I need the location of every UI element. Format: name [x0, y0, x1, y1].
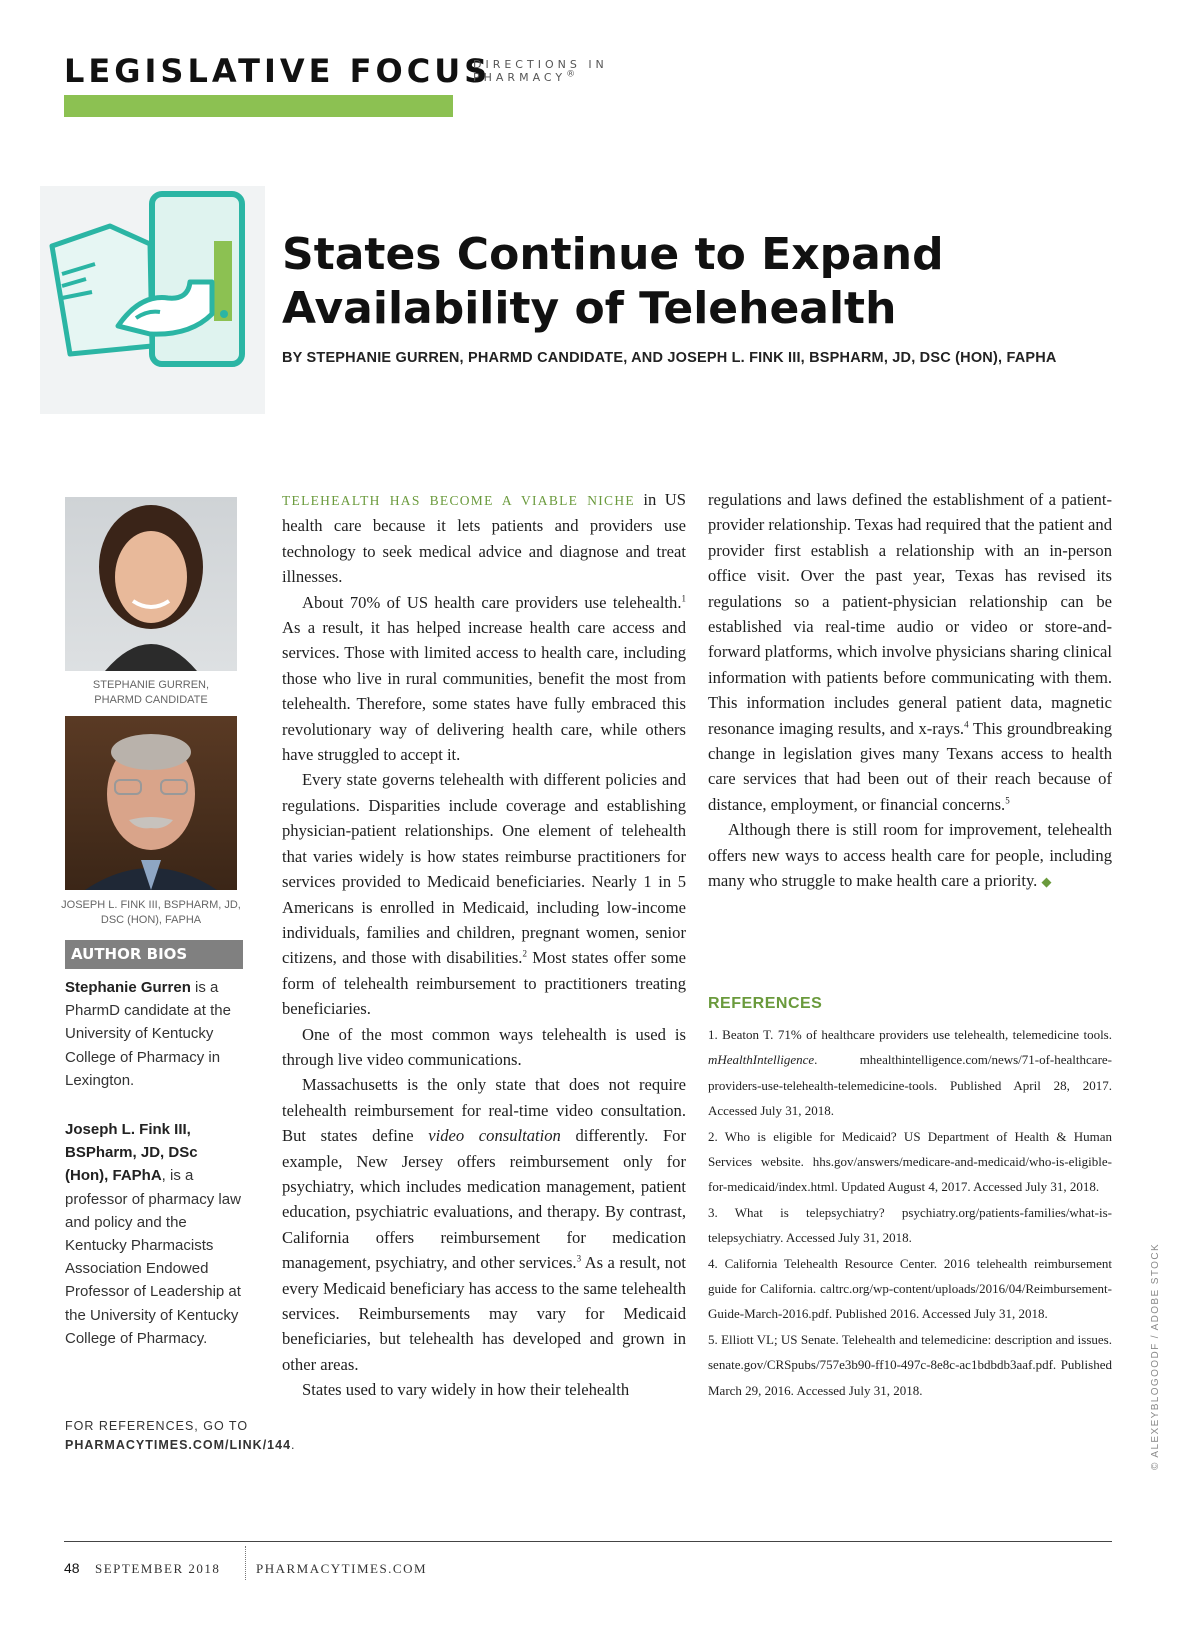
bio-name: Joseph L. Fink III, BSPharm, JD, DSc (Hon), FAPhA [65, 1121, 198, 1185]
reference-text: . mhealthintelligence.com/news/71-of-healthcare-providers-use-telehealth-telemedicine-tools. Published April 28, 2017. Accessed July 31, 2018. [708, 1052, 1112, 1119]
lead-in: TELEHEALTH HAS BECOME A VIABLE NICHE [282, 493, 635, 508]
caption-line: PHARMD CANDIDATE [94, 694, 208, 706]
bio-joseph [65, 1118, 245, 1350]
bio-text: is a PharmD candidate at the University of Kentucky College of Pharmacy in Lexington. [65, 979, 231, 1089]
registered-mark: ® [566, 69, 580, 80]
paragraph [282, 1022, 686, 1073]
footnote-ref: 2 [522, 948, 527, 959]
paragraph-text: Every state governs telehealth with different policies and regulations. Disparities include coverage and establishing physician-patient relationships. One element of telehealth that varies widely is how states reimburse practitioners for services provided to Medicaid beneficiaries. Nearly 1 in 5 Americans is enrolled in Medicaid, including low-income individuals, families and children, pregnant women, senior citizens, and those with disabilities. [282, 770, 686, 968]
section-accent-bar [64, 95, 453, 117]
paragraph [708, 817, 1112, 894]
reference-text: 1. Beaton T. 71% of healthcare providers use telehealth, telemedicine tools. [708, 1027, 1112, 1042]
paragraph-text: Massachusetts is the only state that does not require telehealth reimbursement for real-time video consultation. But states define [282, 1075, 686, 1146]
references-list [708, 1022, 1112, 1403]
paragraph-text: in US health care because it lets patients and providers use technology to seek medical advice and diagnose and treat illnesses. [282, 490, 687, 587]
issue-date: SEPTEMBER 2018 [95, 1561, 221, 1576]
article-title [282, 228, 1082, 336]
paragraph-text: About 70% of US health care providers use telehealth. [302, 592, 682, 612]
author-photo-joseph [65, 716, 237, 890]
author-photo-stephanie [65, 497, 237, 671]
website-link[interactable]: PHARMACYTIMES.COM [256, 1561, 428, 1576]
paragraph-text: As a result, it has helped increase health care access and services. Those with limited access to health care, including those who live in rural communities, benefit the most from telehealth. Therefore, some states have fully embraced this revolutionary way of delivering health care, while others have struggled to accept it. [282, 618, 686, 765]
references-heading: REFERENCES [708, 995, 823, 1012]
article-column-2 [708, 487, 1112, 895]
footnote-ref: 1 [681, 593, 686, 604]
paragraph-text: Most states offer some form of telehealth reimbursement to practitioners treating beneficiaries. [282, 948, 686, 1019]
section-title: LEGISLATIVE FOCUS [64, 52, 492, 90]
reference-source: mHealthIntelligence [708, 1052, 815, 1068]
paragraph-text: States used to vary widely in how their telehealth [302, 1380, 630, 1400]
byline: BY STEPHANIE GURREN, PHARMD CANDIDATE, AND JOSEPH L. FINK III, BSPHARM, JD, DSC (HON), FAPHA [282, 350, 1057, 366]
caption-line: JOSEPH L. FINK III, BSPHARM, JD, [61, 899, 241, 911]
paragraph [282, 590, 686, 768]
paragraph [282, 1072, 686, 1377]
photo-credit: © ALEXEYBLOGOODF / ADOBE STOCK [1150, 1242, 1161, 1470]
paragraph-text: This groundbreaking change in legislation gives many Texans access to health care services that had been out of their reach because of distance, employment, or financial concerns. [708, 718, 1112, 814]
paragraph [282, 487, 686, 590]
article-column-1 [282, 487, 686, 1403]
references-note-suffix: . [291, 1438, 296, 1452]
caption-line: DSC (HON), FAPHA [100, 914, 202, 926]
reference-item [708, 1022, 1112, 1124]
caption-line: STEPHANIE GURREN, [92, 679, 210, 691]
footer-separator [245, 1546, 246, 1580]
reference-item: 3. What is telepsychiatry? psychiatry.org/patients-families/what-is-telepsychiatry. Accessed July 31, 2018. [708, 1204, 1112, 1246]
footnote-ref: 3 [576, 1253, 582, 1264]
reference-item: 4. California Telehealth Resource Center. 2016 telehealth reimbursement guide for California. caltrc.org/wp-content/uploads/2016/04/Reimbursement-Guide-March-2016.pdf. Published 2016. Accessed July 31, 2018. [708, 1255, 1112, 1322]
reference-item: 5. Elliott VL; US Senate. Telehealth and telemedicine: description and issues. senate.gov/CRSpubs/757e3b90-ff10-497c-8e8c-ac1bdbdb3aaf.pdf. Published March 29, 2016. Accessed July 31, 2018. [708, 1331, 1112, 1398]
author-bios-header: AUTHOR BIOS [65, 940, 243, 969]
page-number: 48 [64, 1560, 80, 1576]
references-note [65, 1417, 296, 1455]
bio-stephanie [65, 976, 245, 1092]
paragraph-text: regulations and laws defined the establishment of a patient-provider relationship. Texas had required that the patient and provider first establish a relationship with an in-person office visit. Over the past year, Texas has revised its regulations so a patient-physician relationship can be established via real-time audio or video or store-and-forward platforms, which involve physicians sharing clinical information with patients before communicating with them. This information includes general patient data, magnetic resonance imaging results, and x-rays. [708, 490, 1112, 738]
phone-document-icon [40, 186, 265, 414]
paragraph-text: differently. For example, New Jersey offers reimbursement only for psychiatry, which includes medication management, patient education, psychiatric evaluations, and therapy. By contrast, California offers reimbursement for medication management, psychiatry, and other services. [282, 1126, 686, 1273]
footer-rule [64, 1541, 1112, 1542]
paragraph-text: Although there is still room for improvement, telehealth offers new ways to access health care for people, including many who struggle to make health care a priority. [708, 820, 1112, 891]
emphasis: video consultation [428, 1126, 561, 1146]
bio-text: , is a professor of pharmacy law and policy and the Kentucky Pharmacists Association Endowed Professor of Leadership at the University of Kentucky College of Pharmacy. [65, 1167, 241, 1347]
references-note-prefix: FOR REFERENCES, GO TO [65, 1419, 249, 1433]
brand-line-2: PHARMACY [473, 71, 567, 84]
footnote-ref: 4 [964, 719, 969, 730]
paragraph [282, 767, 686, 1021]
reference-item: 2. Who is eligible for Medicaid? US Department of Health & Human Services website. hhs.gov/answers/medicare-and-medicaid/who-is-eligible-for-medicaid/index.html. Updated August 4, 2017. Accessed July 31, 2018. [708, 1128, 1112, 1195]
photo-caption-joseph [60, 898, 242, 928]
paragraph [282, 1377, 686, 1402]
paragraph-text: As a result, not every Medicaid beneficiary has access to the same telehealth services. Reimbursements may vary for Medicaid beneficiaries, but telehealth has developed and grown in other areas. [282, 1253, 686, 1374]
paragraph-continued [708, 487, 1112, 817]
end-mark-icon: ◆ [1041, 874, 1052, 890]
title-line-2: Availability of Telehealth [282, 283, 897, 334]
bio-name: Stephanie Gurren [65, 979, 191, 996]
footnote-ref: 5 [1005, 795, 1010, 806]
title-line-1: States Continue to Expand [282, 229, 944, 280]
brand-line-1: DIRECTIONS IN [473, 58, 608, 71]
photo-caption-stephanie [60, 678, 242, 708]
telehealth-illustration [40, 186, 265, 414]
paragraph-text: One of the most common ways telehealth is used is through live video communications. [282, 1024, 686, 1069]
publication-logo [473, 58, 608, 84]
references-link[interactable]: PHARMACYTIMES.COM/LINK/144 [65, 1438, 292, 1452]
